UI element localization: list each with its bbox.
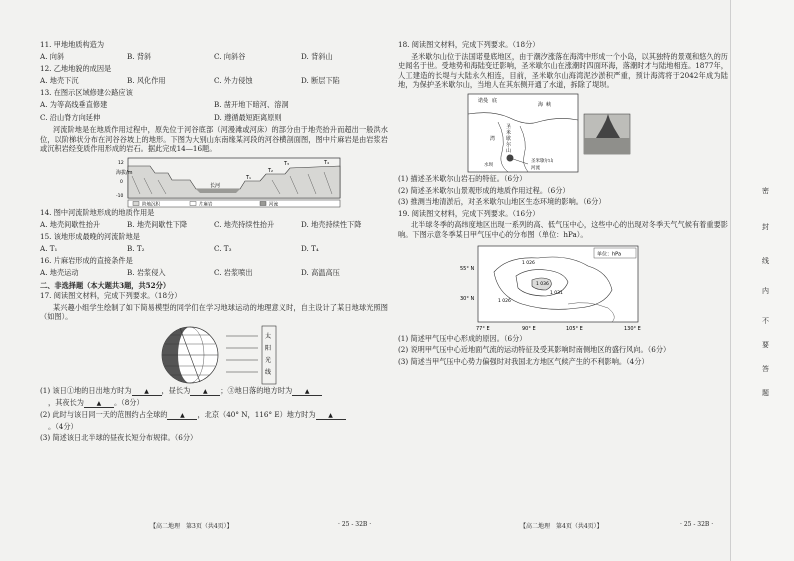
binding-char: 答 (762, 365, 769, 373)
question-16: 16. 片麻岩形成的直接条件是 (40, 256, 133, 266)
axis-label: 海拔/m (116, 169, 133, 176)
option-d: D. T₄ (301, 243, 319, 253)
option-d: D. 高温高压 (301, 267, 340, 277)
tick-0: 0 (120, 179, 123, 185)
legend-deposit: 阶地沉积 (142, 202, 160, 208)
option-d: D. 背斜山 (301, 51, 333, 61)
map-label-bay: 湾 (490, 135, 496, 142)
option-a: A. 地壳运动 (40, 267, 79, 277)
question-19-text: 北半球冬季的高纬度地区出现一系列的高、低气压中心，这些中心的出现对冬季天气气候有着重要影响。下图示意冬季某日甲气压中心的分布图（单位：hPa）。 (398, 220, 728, 239)
terrace-t1: T₁ (246, 174, 252, 181)
answer-blank[interactable]: ▲ (132, 387, 162, 396)
map-label-shan: 山 (506, 147, 512, 154)
terrace-t3: T₃ (284, 160, 290, 167)
binding-char: 要 (762, 341, 769, 349)
binding-char: 封 (762, 223, 769, 231)
legend-gneiss: 片麻岩 (199, 202, 213, 208)
answer-blank[interactable]: ▲ (316, 411, 346, 420)
passage-river-terrace: 河流阶地是在地质作用过程中，原先位于河谷底部（河漫滩或河床）的部分由于地壳抬升而超出一般洪水位，以阶梯状分布在河谷谷坡上的地形。下图为大别山东南缘某河段的河谷横剖面图，图中片麻岩是由岩浆岩或沉积岩经变质作用形成的岩石。据此完成14—16题。 (40, 125, 388, 154)
map-label-di: 底 (492, 97, 498, 104)
lat-label-30n: 30° N (460, 295, 475, 302)
map-label-mi: 米 (506, 129, 512, 136)
map-label-dam: 水坝 (484, 162, 493, 168)
pressure-center-map (398, 242, 728, 334)
map-label-sheng: 圣 (506, 123, 512, 130)
binding-char: 线 (762, 257, 769, 265)
question-11: 11. 甲地地质构造为 (40, 40, 105, 49)
sunlight-char-3: 光 (265, 356, 272, 364)
question-17-3: (3) 简述该日北半球的昼夜长短分布规律。（6分） (40, 433, 198, 443)
globe-diagram (40, 324, 388, 386)
isobar-label-mid: 1 031 (550, 290, 563, 296)
question-11-options (40, 52, 388, 62)
map-label-strait: 峡 (546, 101, 552, 108)
question-17-1: (1) 该日①地的日出地方时为 ▲ ，昼长为 ▲ ；③地日落的地方时为 ▲ (40, 386, 388, 396)
question-17: 17. 阅读图文材料，完成下列要求。（18分） (40, 291, 182, 301)
globe-figure (40, 324, 388, 386)
question-13-options-row2 (40, 113, 388, 123)
question-14-options (40, 220, 388, 230)
lon-label-77e: 77° E (476, 325, 490, 332)
answer-blank[interactable]: ▲ (190, 387, 220, 396)
terrace-t2: T₂ (268, 167, 274, 174)
option-a: A. T₁ (40, 243, 58, 253)
option-c: C. 地壳持续性抬升 (214, 219, 275, 229)
binding-margin (730, 0, 794, 561)
mont-saint-michel-figure (398, 92, 728, 174)
question-14: 14. 图中河流阶地形成的地质作用是 (40, 207, 155, 217)
question-15-options (40, 244, 388, 254)
footer-page-3: 【高二地理 第3页（共4页）】 (150, 523, 233, 530)
legend-river: 河流 (269, 202, 278, 208)
option-b: B. T₂ (127, 243, 145, 253)
lon-label-90e: 90° E (522, 325, 536, 332)
lon-label-105e: 105° E (566, 325, 583, 332)
question-17-text: 某兴趣小组学生绘制了如下简易模型的同学们在学习地球运动的地理意义时，自主设计了某日地球光照图（如图）。 (40, 302, 388, 322)
option-c: C. 沿山脊方向延伸 (40, 112, 101, 122)
option-d: D. 断层下陷 (301, 75, 340, 85)
question-17-2-cont: 。（4分） (48, 421, 78, 431)
option-b: B. 岩浆侵入 (127, 267, 166, 277)
question-12: 12. 乙地地貌的成因是 (40, 64, 112, 74)
isobar-label-center: 1 036 (536, 281, 549, 287)
question-15: 15. 该地形成最晚的河流阶地是 (40, 232, 140, 242)
isobar-unit: 单位：hPa (597, 251, 622, 258)
map-label-normandy: 诺曼 (478, 97, 489, 104)
binding-char: 不 (762, 317, 769, 325)
option-a: A. 为等高线垂直修建 (40, 99, 108, 109)
option-b: B. 凿开地下暗河、溶洞 (214, 99, 289, 109)
answer-blank[interactable]: ▲ (167, 411, 197, 420)
lat-label-55n: 55° N (460, 265, 475, 272)
question-18-text: 圣米歇尔山位于法国诺曼底地区，由于潮汐涨落在海湾中形成一个小岛，以其独特的景观和悠久的历史闻名于世。受地势和海陆变迁影响，圣米歇尔山在涨潮时四面环海，落潮时才与陆地相连。1877年，人工建造的长堤与大陆永久相连，目前，圣米歇尔山海湾泥沙淤积严重，预计海湾将于2042年成为陆地，为保护圣米歇尔山，当地人在其东侧开通了水道，拆除了堤坝。 (398, 51, 728, 90)
sunlight-char-2: 阳 (265, 344, 272, 352)
river-terrace-diagram (40, 156, 388, 208)
option-c: C. T₃ (214, 243, 232, 253)
map-label-sea: 海 (538, 101, 544, 108)
page-3-column (40, 40, 388, 445)
question-19: 19. 阅读图文材料，完成下列要求。（16分） (398, 208, 540, 218)
option-b: B. 地壳间歇性下降 (127, 219, 188, 229)
question-18: 18. 阅读图文材料，完成下列要求。（18分） (398, 40, 540, 49)
option-c: C. 外力侵蚀 (214, 75, 253, 85)
question-19-1: (1) 简述甲气压中心形成的原因。（6分） (398, 333, 527, 343)
answer-blank[interactable]: ▲ (292, 387, 322, 396)
option-b: B. 背斜 (127, 51, 152, 61)
question-17-1-cont: ，其夜长为 ▲ 。（8分） (48, 397, 144, 407)
map-label-mont: 圣米歇尔山 (531, 158, 554, 164)
option-c: C. 向斜谷 (214, 51, 246, 61)
option-b: B. 风化作用 (127, 75, 166, 85)
question-19-3: (3) 简述当甲气压中心势力偏强时对我国北方地区气候产生的不利影响。（4分） (398, 356, 649, 366)
map-label-river: 河流 (531, 165, 540, 171)
option-a: A. 向斜 (40, 51, 65, 61)
question-13: 13. 在图示区域修建公路应该 (40, 88, 133, 98)
isobar-label-outer: 1 026 (522, 260, 535, 266)
binding-char: 密 (762, 187, 769, 195)
section-heading: 二、非选择题（本大题共3题，共52分） (40, 280, 171, 290)
question-13-options-row1 (40, 100, 388, 110)
footer-code-4: · 25 - 32B · (680, 521, 714, 528)
option-d: D. 地壳持续性下降 (301, 219, 362, 229)
isobar-label-outer-2: 1 026 (498, 298, 511, 304)
option-d: D. 遵循最短距离原则 (214, 112, 282, 122)
answer-blank[interactable]: ▲ (84, 399, 114, 408)
question-17-2: (2) 此时与该日同一天的范围约占全球的 ▲ ，北京（40° N，116° E）地方时为 ▲ (40, 410, 388, 420)
sunlight-char-4: 线 (265, 368, 272, 376)
question-19-2: (2) 说明甲气压中心近地面气流的运动特征及受其影响时南侧地区的盛行风向。（6分） (398, 345, 671, 355)
lon-label-130e: 130° E (624, 325, 641, 332)
question-16-options (40, 268, 388, 278)
question-18-3: (3) 推测当地清淤后，对圣米歇尔山地区生态环境的影响。（6分） (398, 197, 606, 207)
question-18-1: (1) 描述圣米歇尔山岩石的特征。（6分） (398, 173, 527, 183)
option-a: A. 地壳间歇性抬升 (40, 219, 101, 229)
binding-char: 题 (762, 389, 769, 397)
page-4-column (398, 40, 728, 368)
option-c: C. 岩浆喷出 (214, 267, 253, 277)
river-label: 长河 (210, 182, 221, 189)
sunlight-char-1: 太 (265, 332, 272, 340)
footer-page-4: 【高二地理 第4页（共4页）】 (520, 523, 603, 530)
tick-minus-10: -10 (116, 193, 124, 199)
pressure-map-figure (398, 242, 728, 334)
map-label-xie: 歇 (506, 135, 512, 142)
footer-code-3: · 25 - 32B · (338, 521, 372, 528)
question-18-2: (2) 简述圣米歇尔山景观形成的地质作用过程。（6分） (398, 185, 570, 195)
tick-12: 12 (118, 160, 124, 166)
terrace-t4: T₄ (324, 159, 330, 166)
map-label-er: 尔 (506, 141, 512, 148)
question-12-options (40, 76, 388, 86)
binding-char: 内 (762, 287, 769, 295)
option-a: A. 地壳下沉 (40, 75, 79, 85)
river-terrace-figure (40, 156, 388, 208)
mont-saint-michel-map (398, 92, 728, 174)
